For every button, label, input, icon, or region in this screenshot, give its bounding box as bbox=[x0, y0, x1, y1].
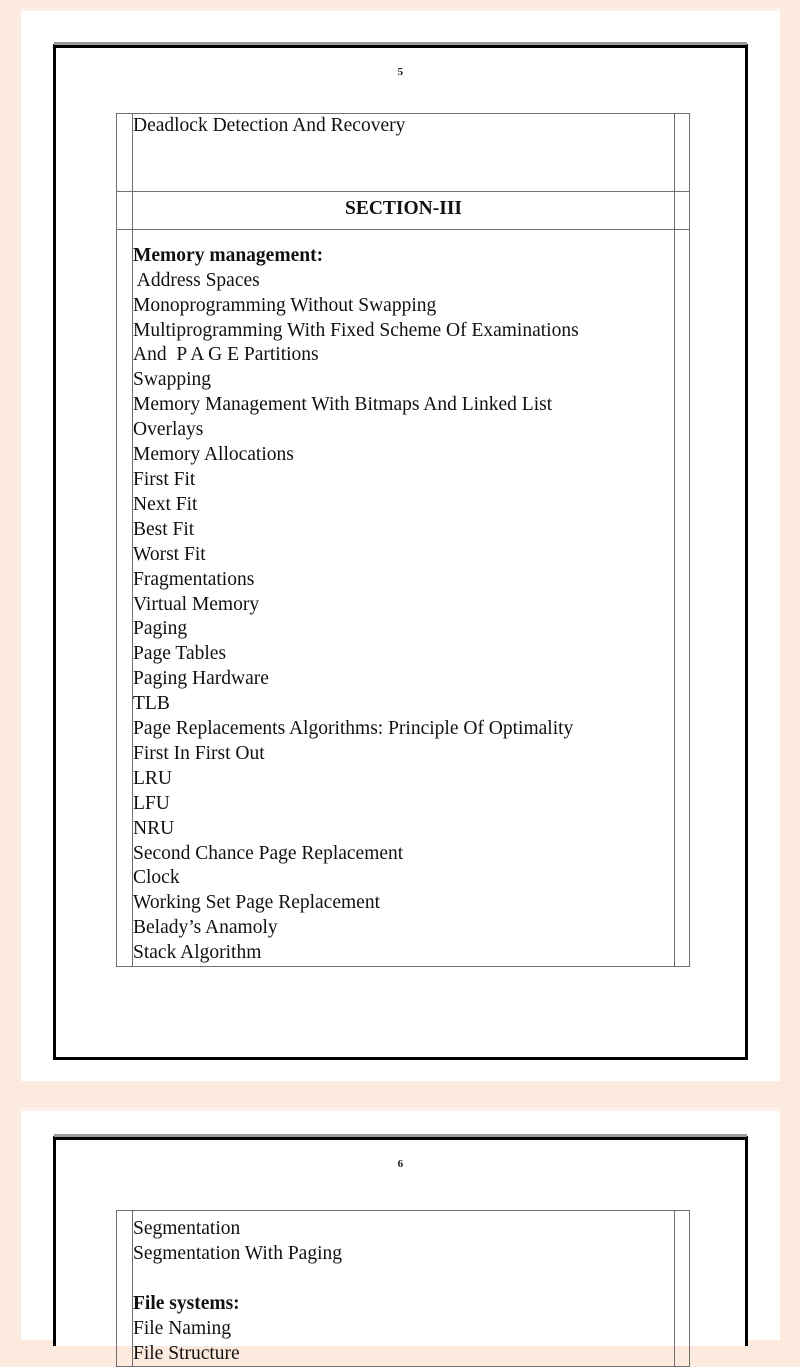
topic-line: Virtual Memory bbox=[133, 593, 260, 615]
topic-line: Best Fit bbox=[133, 518, 195, 540]
topic-line: Paging bbox=[133, 618, 188, 640]
topic-line: Fragmentations bbox=[133, 568, 255, 590]
topic-line: Address Spaces bbox=[133, 269, 260, 291]
table-gutter-left bbox=[117, 1211, 133, 1367]
table-gutter-left bbox=[117, 114, 133, 192]
table-row bbox=[117, 114, 690, 192]
table-row bbox=[117, 229, 690, 966]
topic-line: TLB bbox=[133, 693, 170, 715]
topic-line: First In First Out bbox=[133, 742, 265, 764]
topic-line: First Fit bbox=[133, 468, 196, 490]
page-frame-5 bbox=[53, 44, 748, 1060]
topic-line: And P A G E Partitions bbox=[133, 344, 319, 366]
page-number-5: 5 bbox=[397, 66, 404, 78]
topic-line: LRU bbox=[133, 767, 172, 789]
topic-line: Second Chance Page Replacement bbox=[133, 842, 404, 864]
table-cell-content bbox=[133, 229, 675, 966]
topic-line: Page Replacements Algorithms: Principle Of Optimality bbox=[133, 718, 574, 740]
table-cell-content bbox=[133, 1211, 675, 1367]
sheet-top-tint bbox=[21, 1108, 780, 1111]
topic-heading: Memory management: bbox=[133, 244, 324, 266]
table-row bbox=[117, 1211, 690, 1367]
table-gutter-right bbox=[675, 114, 690, 192]
topic-line: File Naming bbox=[133, 1317, 232, 1339]
topic-line: Deadlock Detection And Recovery bbox=[133, 115, 406, 136]
page-frame-6 bbox=[53, 1136, 748, 1364]
table-gutter-left bbox=[117, 191, 133, 229]
topic-line: Working Set Page Replacement bbox=[133, 892, 380, 914]
page-sheet-5 bbox=[21, 8, 780, 1081]
topic-line: Swapping bbox=[133, 369, 211, 391]
topic-line: NRU bbox=[133, 817, 175, 839]
topic-line: Segmentation With Paging bbox=[133, 1242, 343, 1264]
section-heading: SECTION-III bbox=[344, 197, 463, 219]
topic-line: Page Tables bbox=[133, 643, 227, 665]
topic-line: Memory Allocations bbox=[133, 444, 294, 466]
topic-line: Clock bbox=[133, 867, 180, 889]
page-sheet-6 bbox=[21, 1108, 780, 1364]
table-gutter-right bbox=[675, 229, 690, 966]
page-number-6: 6 bbox=[397, 1158, 404, 1170]
syllabus-table-page-6 bbox=[116, 1210, 690, 1367]
topic-line: Segmentation bbox=[133, 1218, 241, 1239]
topic-line: File Structure bbox=[133, 1342, 240, 1364]
topic-heading: File systems: bbox=[133, 1292, 240, 1314]
spacer-line bbox=[133, 1267, 674, 1292]
topic-line: Worst Fit bbox=[133, 543, 206, 565]
topic-line: Paging Hardware bbox=[133, 668, 269, 690]
table-cell-content bbox=[133, 114, 675, 192]
table-gutter-left bbox=[117, 229, 133, 966]
topic-line: Stack Algorithm bbox=[133, 942, 262, 964]
table-cell-section-heading bbox=[133, 191, 675, 229]
topic-line: Multiprogramming With Fixed Scheme Of Examinations bbox=[133, 319, 579, 341]
table-gutter-right bbox=[675, 1211, 690, 1367]
topic-line: Belady’s Anamoly bbox=[133, 917, 278, 939]
table-gutter-right bbox=[675, 191, 690, 229]
topic-line: Monoprogramming Without Swapping bbox=[133, 294, 437, 316]
topic-line: Next Fit bbox=[133, 493, 198, 515]
table-row bbox=[117, 191, 690, 229]
syllabus-table-page-5 bbox=[116, 113, 690, 967]
topic-line: Memory Management With Bitmaps And Linked List bbox=[133, 394, 553, 416]
sheet-top-tint bbox=[21, 8, 780, 11]
topic-line: Overlays bbox=[133, 419, 204, 441]
topic-line: LFU bbox=[133, 792, 170, 814]
